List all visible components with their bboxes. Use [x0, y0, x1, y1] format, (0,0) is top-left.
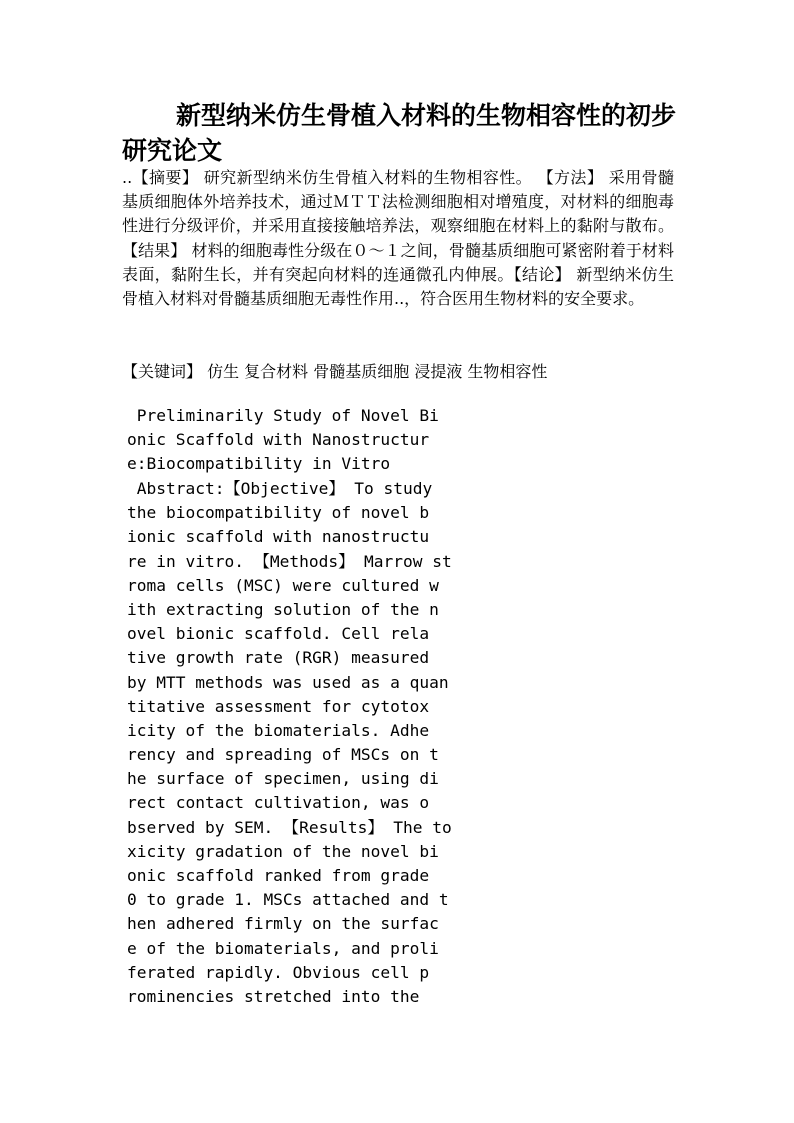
chinese-abstract: ..【摘要】 研究新型纳米仿生骨植入材料的生物相容性。 【方法】 采用骨髓基质细胞体外培养技术，通过ＭＴＴ法检测细胞相对增殖度，对材料的细胞毒性进行分级评价，并采用直接接触培养法，观察细胞在材料上的黏附与散布。【结果】 材料的细胞毒性分级在０～１之间，骨髓基质细胞可紧密附着于材料表面，黏附生长，并有突起向材料的连通微孔内伸展。【结论】 新型纳米仿生骨植入材料对骨髓基质细胞无毒性作用..，符合医用生物材料的安全要求。 — [122, 168, 674, 309]
english-abstract-line: titative assessment for cytotox — [127, 696, 430, 716]
english-abstract-line: bserved by SEM. 【Results】 The to — [127, 817, 452, 837]
english-abstract-line: rect contact cultivation, was o — [127, 793, 430, 813]
english-abstract-line: tive growth rate (RGR) measured — [127, 648, 430, 668]
english-abstract-line: ferated rapidly. Obvious cell p — [127, 962, 430, 982]
chinese-keywords: 【关键词】 仿生 复合材料 骨髓基质细胞 浸提液 生物相容性 — [122, 362, 548, 381]
english-abstract-line: rency and spreading of MSCs on t — [127, 745, 439, 765]
english-abstract-line: ovel bionic scaffold. Cell rela — [127, 624, 430, 644]
english-abstract-line: rominencies stretched into the — [127, 986, 420, 1006]
english-title — [127, 404, 673, 477]
english-title-line: onic Scaffold with Nanostructur — [127, 430, 430, 450]
english-abstract-line: e of the biomaterials, and proli — [127, 938, 439, 958]
english-abstract-line: he surface of specimen, using di — [127, 769, 439, 789]
english-abstract-line: by MTT methods was used as a quan — [127, 672, 449, 692]
english-abstract-line: roma cells (MSC) were cultured w — [127, 575, 439, 595]
english-title-line: Preliminarily Study of Novel Bi — [127, 406, 439, 425]
english-abstract — [127, 477, 673, 1009]
english-abstract-line: icity of the biomaterials. Adhe — [127, 720, 430, 740]
english-abstract-line: onic scaffold ranked from grade — [127, 866, 430, 885]
english-abstract-line: ith extracting solution of the n — [127, 599, 439, 619]
english-abstract-line: Abstract:【Objective】 To study — [127, 479, 433, 498]
english-abstract-line: the biocompatibility of novel b — [127, 503, 430, 523]
paper-title: 新型纳米仿生骨植入材料的生物相容性的初步研究论文 — [122, 101, 677, 165]
english-abstract-line: hen adhered firmly on the surfac — [127, 914, 439, 934]
english-abstract-line: xicity gradation of the novel bi — [127, 841, 439, 861]
english-abstract-line: re in vitro. 【Methods】 Marrow st — [127, 551, 452, 571]
english-abstract-line: 0 to grade 1. MSCs attached and t — [127, 890, 449, 910]
english-abstract-line: ionic scaffold with nanostructu — [127, 527, 430, 547]
english-title-line: e:Biocompatibility in Vitro — [127, 454, 391, 474]
